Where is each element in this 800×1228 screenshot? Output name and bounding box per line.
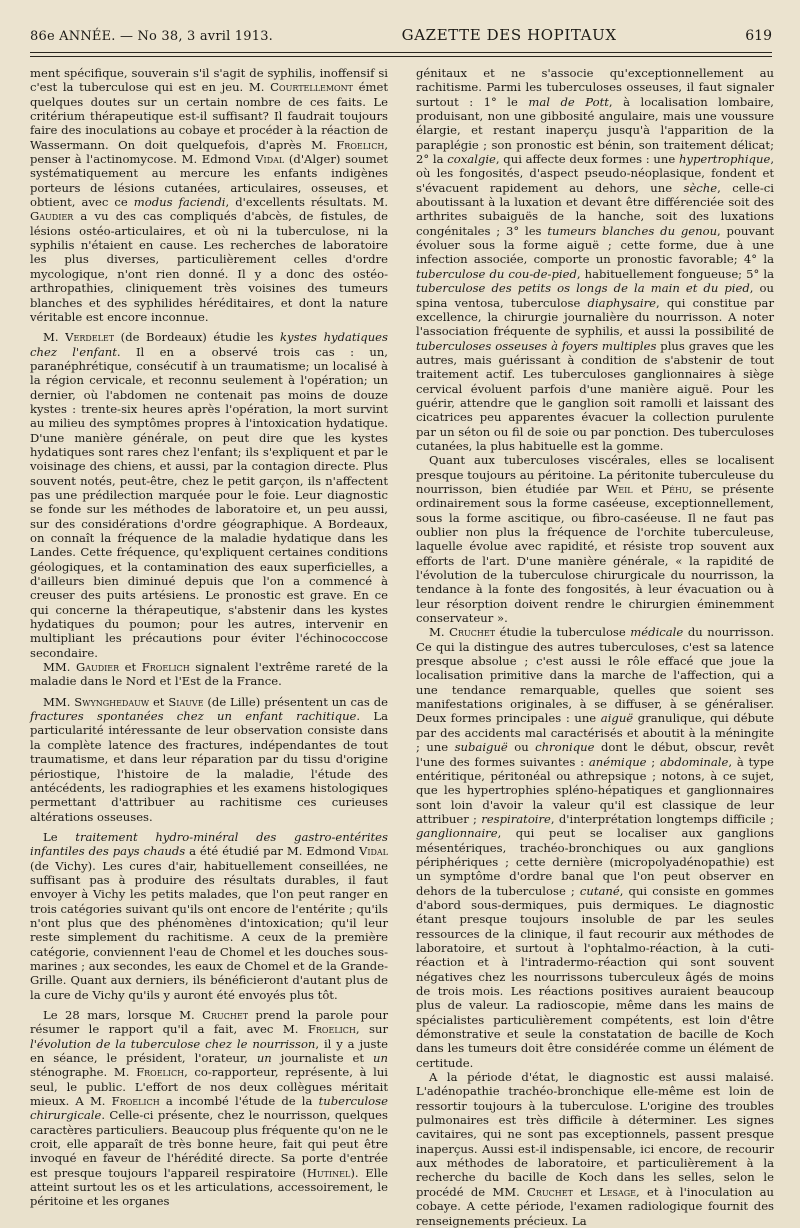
italic-term: chronique (535, 740, 595, 755)
text-run: MM. (43, 660, 76, 675)
italic-term: subaiguë (454, 740, 508, 755)
italic-term: tuberculoses osseuses à foyers multiples (416, 338, 657, 353)
italic-term: un (256, 1051, 272, 1066)
author-name: Cruchet (527, 1184, 573, 1199)
text-run: ). Elle atteint surtout les os et les articulations, accessoirement, le péritoine et les organes (30, 1165, 388, 1209)
italic-term: hypertrophique (678, 152, 771, 167)
text-run: prend la parole pour résumer le rapport qu'il a fait, avec M. (30, 1008, 388, 1037)
italic-term: anémique (588, 754, 647, 769)
text-run: . Celle-ci présente, chez le nourrisson, quelques caractères particuliers. Beaucoup plus fréquente qu'on ne le croit, elle apparaît de très bonne heure, fait qui peut être invoqué en faveur de l'hérédité directe. Sa porte d'entrée est presque toujours l'appareil respiratoire ( (30, 1108, 388, 1180)
text-run: MM. (43, 694, 75, 709)
text-run: A la période d'état, le diagnostic est aussi malaisé. L'adénopathie trachéo-bronchique elle-même est loin de ressortir toujours à la tuberculose. L'origine des troubles pulmonaires est très difficile à déterminer. Les signes cavitaires, qui ne sont pas exceptionnels, passent presque inaperçus. Aussi est-il indispensable, ici encore, de recourir aux méthodes de laboratoire, et particulièrement à la recherche du bacille de Koch dans les selles, selon le procédé de MM. (416, 1070, 774, 1199)
italic-term: modus faciendi (133, 195, 226, 210)
text-run: , qui affecte deux formes : une (495, 152, 679, 167)
paragraph (416, 66, 774, 453)
paragraph (416, 453, 774, 625)
text-run: , à type entéritique, péritonéal ou athrepsique ; notons, à ce sujet, que les hypertrophies spléno-hépatiques et ganglionnaires sont loin d'avoir la valeur qu'il est classique de leur attribuer ; (416, 754, 775, 826)
italic-term: tuberculose des petits os longs de la main et du pied (416, 281, 750, 296)
text-run: génitaux et ne s'associe qu'exceptionnellement au rachitisme. Parmi les tuberculoses osseuses, il faut signaler surtout : 1° le (416, 66, 774, 109)
text-run: et (632, 481, 662, 496)
page-number: 619 (745, 28, 772, 44)
text-run: , qui constitue par excellence, la chirurgie journalière du nourrisson. A noter l'association fréquente de syphilis, et aussi la possibilité de (416, 295, 774, 339)
text-run: Quant aux tuberculoses viscérales, elles se localisent presque toujours au péritoine. La péritonite tuberculeuse du nourrisson, bien étudiée par (416, 453, 774, 496)
text-run: Le (43, 829, 76, 844)
text-run: , qui consiste en gommes d'abord sous-dermiques, puis dermiques. Le diagnostic étant presque toujours insoluble de par les seules ressources de la clinique, il faut recourir aux méthodes de laboratoire, et surtout à l'ophtalmo-réaction, à la cuti-réaction et à l'intradermo-réaction qui sont souvent négatives chez les nourrissons tuberculeux âgés de moins de trois mois. Les réactions positives auraient beaucoup plus de valeur. La radioscopie, même dans les mains de spécialistes particulièrement compétents, est loin d'être démonstrative et seule la constatation de bacille de Koch dans les tumeurs doit être considérée comme un élément de certitude. (416, 883, 774, 1070)
text-run: . Il en a observé trois cas : un, paranéphrétique, consécutif à un traumatisme; un localisé à la région cervicale, et reconnu seulement à l'opération; un dernier, où l'abdomen ne contenait pas moins de douze kystes : trente-six heures après l'opération, la mort survint au milieu des symptômes propres à l'intoxication hydatique. D'une manière générale, on peut dire que les kystes hydatiques sont rares chez l'enfant; ils s'expliquent et par le voisinage des chiens, et aussi, par la contagion directe. Plus souvent notés, peut-être, chez le petit garçon, ils n'affectent pas une prédilection marquée pour le foie. Leur diagnostic se fonde sur les méthodes de laboratoire et, un peu aussi, sur des considérations d'ordre géographique. A Bordeaux, on connaît la fréquence de la maladie hydatique dans les Landes. Cette fréquence, qu'expliquent certaines conditions géologiques, et la contamination des eaux superficielles, a d'ailleurs bien diminué depuis que l'on a commencé à creuser des puits artésiens. Le pronostic est grave. En ce qui concerne la thérapeutique, s'abstenir dans les kystes hydatiques du poumon; pour les autres, intervenir en multipliant les précautions pour éviter l'échinococcose secondaire. (30, 344, 388, 660)
right-column (416, 66, 775, 1228)
italic-term: coxalgie (447, 152, 496, 167)
paragraph (30, 66, 388, 324)
italic-term: cutané (579, 883, 620, 898)
author-name: Siauve (168, 694, 204, 709)
text-run: a vu des cas compliqués d'abcès, de fistules, de lésions ostéo-articulaires, et où ni la tuberculose, ni la syphilis n'étaient en cause. Les recherches de laboratoire les plus diverses, particulièrement celles d'ordre mycologique, n'ont rien donné. Il y a donc des ostéo-arthropathies, cliniquement très voisines des tumeurs blanches et des syphilides héréditaires, et dont la nature véritable est encore inconnue. (30, 209, 388, 324)
author-name: Hutinel (306, 1165, 351, 1180)
author-name: Cruchet (202, 1008, 249, 1022)
text-run: (d'Alger) soumet systématiquement au mercure les enfants indigènes porteurs de lésions cutanées, articulaires, osseuses, et obtient, avec ce (30, 152, 389, 210)
text-run: , se présente ordinairement sous la forme caséeuse, exceptionnellement, sous la forme ascitique, ou fibro-caséeuse. Il ne faut pas oublier non plus la fréquence de l'orchite tuberculeuse, laquelle évolue avec rapidité, et résiste trop souvent aux efforts de l'art. D'une manière générale, « la rapidité de l'évolution de la tuberculose chirurgicale du nourrisson, la tendance à la fonte des fongosités, à leur évacuation ou à leur résorption doivent rendre le chirurgien éminemment conservateur ». (416, 481, 774, 626)
text-run: a été étudié par M. Edmond (185, 844, 359, 859)
paragraph (416, 1070, 774, 1228)
text-run: a incombé l'étude de la (159, 1094, 319, 1109)
author-name: Froelich (336, 137, 385, 152)
journal-title: GAZETTE DES HOPITAUX (401, 26, 617, 44)
text-run: et (119, 660, 142, 675)
author-name: Weil (606, 481, 633, 496)
author-name: Péhu (661, 481, 689, 496)
text-run: et (149, 694, 169, 709)
text-run: , pouvant évoluer sous la forme aiguë ; cette forme, due à une infection associée, comporte un pronostic favorable; 4° la (416, 223, 774, 267)
text-run: sténographe. M. (30, 1065, 137, 1080)
italic-term: fractures spontanées chez un enfant rachitique (30, 709, 357, 724)
text-run: M. (429, 625, 450, 640)
italic-term: un (373, 1051, 388, 1066)
text-run: granulique, qui débute par des accidents mal caractérisés et aboutit à la méningite ; une (416, 711, 774, 755)
author-name: Froelich (307, 1022, 356, 1037)
italic-term: l'évolution de la tuberculose chez le nourrisson (30, 1036, 316, 1051)
text-run: (de Vichy). Les cures d'air, habituellement conseillées, ne suffisant pas à produire des résultats durables, il faut envoyer à Vichy les petits malades, que l'on peut ranger en trois catégories suivant qu'ils ont encore de l'entérite ; qu'ils n'ont plus que des phénomènes d'intoxication; qu'il leur reste simplement du rachitisme. A ceux de la première catégorie, conviennent l'eau de Chomel et les douches sous-marines ; aux secondes, les eaux de Chomel et de la Grande-Grille. Quant aux derniers, ils bénéficieront d'autant plus de la cure de Vichy qu'ils y auront été envoyés plus tôt. (30, 858, 389, 1002)
text-run: du nourrisson. Ce qui la distingue des autres tuberculoses, c'est sa latence presque absolue ; c'est aussi le rôle effacé que joue la localisation primitive dans la marche de l'affection, qui a une tendance remarquable, quelles que soient ses manifestations originales, à se diffuser, à se généraliser. Deux formes principales : une (416, 625, 775, 726)
text-run: , il y a juste en séance, le président, l'orateur, (30, 1036, 389, 1066)
author-name: Froelich (141, 660, 190, 675)
text-run: , sur (355, 1022, 388, 1037)
text-run: , habituellement fongueuse; 5° la (576, 266, 774, 281)
text-run: , où les fongosités, d'aspect pseudo-néoplasique, fondent et s'évacuent rapidement au dehors, une (416, 152, 774, 195)
author-name: Vidal (358, 844, 388, 859)
text-run: journaliste et (271, 1051, 374, 1066)
running-header (30, 26, 772, 50)
text-run: (de Lille) présentent un cas de (203, 694, 388, 709)
author-name: Cruchet (449, 625, 496, 640)
italic-term: sèche (683, 180, 718, 195)
text-run: dont le début, obscur, revêt l'une des formes suivantes : (416, 740, 774, 769)
text-run: étudie la tuberculose (495, 625, 631, 640)
text-run: et (572, 1184, 599, 1199)
italic-term: abdominale (659, 754, 729, 769)
text-run: , penser à l'actinomycose. M. Edmond (30, 137, 388, 167)
paragraph (30, 330, 388, 660)
italic-term: médicale (630, 625, 684, 640)
text-run: , à localisation lombaire, produisant, non une gibbosité angulaire, mais une voussure élargie, et restant inaperçu jusqu'à l'apparition de la paraplégie ; son pronostic est bénin, son traitement délicat; 2° la (416, 94, 774, 167)
paragraph (30, 1008, 388, 1209)
author-name: Gaudier (75, 660, 120, 675)
paragraph (30, 695, 388, 824)
author-name: Swynghedauw (74, 694, 150, 709)
author-name: Vidal (255, 152, 285, 167)
text-run: émet quelques doutes sur un certain nombre de ces faits. Le critérium thérapeutique est-il suffisant? Il faudrait toujours faire des inoculations au cobaye et procéder à la réaction de Wassermann. On doit quelquefois, d'après M. (30, 80, 388, 152)
text-run: , d'excellents résultats. M. (225, 195, 389, 210)
italic-term: diaphysaire (587, 295, 656, 310)
text-run: , ou spina ventosa, tuberculose (416, 281, 774, 310)
text-run: ment spécifique, souverain s'il s'agit de syphilis, inoffensif si c'est la tuberculose qui est en jeu. M. (30, 66, 388, 95)
author-name: Froelich (111, 1094, 160, 1109)
italic-term: mal de Pott (528, 94, 609, 109)
author-name: Gaudier (30, 209, 74, 224)
text-run: . La particularité intéressante de leur observation consiste dans la complète latence des fractures, indépendantes de tout traumatisme, et dans leur réparation par du tissu d'origine périostique, l'histoire de la maladie, l'étude des antécédents, les radiographies et les examens histologiques permettant d'attribuer au rachitisme ces curieuses altérations osseuses. (30, 709, 388, 824)
header-rule (30, 52, 772, 57)
author-name: Froelich (136, 1065, 185, 1080)
paragraph (30, 660, 388, 689)
text-run: Le 28 mars, lorsque M. (43, 1008, 203, 1022)
paragraph (416, 625, 774, 1070)
paragraph (30, 830, 388, 1002)
italic-term: tumeurs blanches du genou (547, 223, 718, 238)
text-run: , et à l'inoculation au cobaye. A cette période, l'examen radiologique fournit des renseignements précieux. La (416, 1184, 774, 1228)
text-run: ou (507, 740, 536, 755)
text-run: plus graves que les autres, mais guérissant à condition de s'abstenir de tout traitement actif. Les tuberculoses ganglionnaires à siège cervical évoluent parfois d'une manière aiguë. Pour les guérir, attendre que le ganglion soit ramolli et laissant des cicatrices peu apparentes évacuer la collection purulente par un séton ou fil de soie ou par ponction. Des tuberculoses cutanées, la plus habituelle est la gomme. (416, 338, 774, 453)
text-run: ; (646, 754, 660, 769)
text-run: , qui peut se localiser aux ganglions mésentériques, trachéo-bronchiques ou aux ganglions périphériques ; cette dernière (micropolyadénopathie) est un symptôme d'ordre banal que l'on peut observer en dehors de la tuberculose ; (416, 826, 774, 898)
text-run: signalent l'extrême rareté de la maladie dans le Nord et l'Est de la France. (30, 660, 388, 689)
left-column (30, 66, 389, 1209)
issue-info: 86e ANNÉE. — No 38, 3 avril 1913. (30, 29, 273, 44)
italic-term: tuberculose chirurgicale (30, 1094, 388, 1123)
italic-term: traitement hydro-minéral des gastro-entérites infantiles des pays chauds (30, 829, 388, 859)
italic-term: kystes hydatiques chez l'enfant (30, 330, 388, 359)
italic-term: tuberculose du cou-de-pied (416, 266, 577, 281)
author-name: Lesage (599, 1184, 637, 1199)
italic-term: ganglionnaire (416, 826, 498, 841)
text-run: , co-rapporteur, représente, à lui seul, le public. L'effort de nos deux collègues méritait mieux. A M. (30, 1065, 388, 1109)
text-columns (30, 66, 775, 1228)
text-run: , celle-ci aboutissant à la luxation et devant être différenciée soit des arthrites subaiguës de la hanche, soit des luxations congénitales ; 3° les (416, 180, 775, 238)
author-name: Verdelet (65, 330, 115, 345)
italic-term: aiguë (600, 711, 634, 726)
author-name: Courtellemont (270, 80, 353, 95)
text-run: (de Bordeaux) étudie les (114, 330, 281, 345)
text-run: M. (43, 330, 66, 345)
text-run: , d'interprétation longtemps difficile ; (550, 811, 774, 826)
italic-term: respiratoire (481, 811, 551, 826)
